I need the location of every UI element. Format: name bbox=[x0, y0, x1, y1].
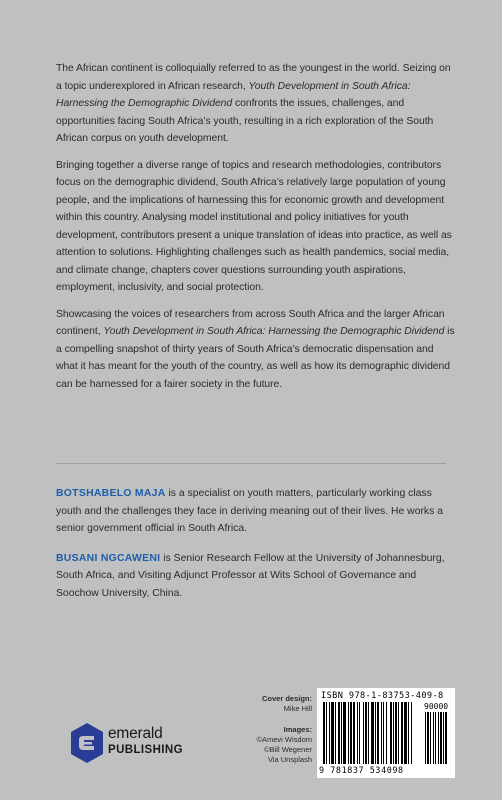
publisher-subname: PUBLISHING bbox=[108, 744, 183, 756]
image-credit-line: ©Bill Wegener bbox=[264, 745, 312, 754]
section-divider bbox=[56, 463, 446, 464]
image-credits bbox=[212, 694, 312, 765]
image-credit-line: ©Amevi Wisdom bbox=[256, 735, 312, 744]
cover-design-heading: Cover design: bbox=[261, 694, 312, 703]
price-code: 90000 bbox=[424, 702, 449, 711]
barcode bbox=[317, 688, 455, 778]
image-credit-line: Via Unsplash bbox=[267, 755, 312, 764]
author-name: BUSANI NGCAWENI bbox=[56, 552, 161, 564]
publisher-logo bbox=[70, 720, 183, 770]
blurb bbox=[56, 60, 456, 403]
cover-designer: Mike Hill bbox=[283, 704, 312, 713]
blurb-paragraph-1: The African continent is colloquially referred to as the youngest in the world. Seizing on a topic underexplored in African research, Youth Development in South Africa: Harnessing the Demographic Dividend confronts the issues, challenges, and opportunities facing South Africa’s youth, resulting in a rich exploration of the South African corpus on youth development. bbox=[56, 63, 451, 144]
author-bio: BUSANI NGCAWENI is Senior Research Fellow at the University of Johannesburg, South Africa, and Visiting Adjunct Professor at Wits School of Governance and Soochow University, China. bbox=[56, 552, 445, 599]
book-title: Youth Development in South Africa: Harnessing the Demographic Dividend bbox=[103, 326, 445, 337]
images-heading: Images: bbox=[283, 725, 312, 734]
emerald-logo-icon bbox=[70, 722, 104, 764]
barcode-number: 9 781837 534098 bbox=[319, 765, 404, 775]
blurb-paragraph-3: Showcasing the voices of researchers from across South Africa and the larger African continent, Youth Development in South Africa: Harnessing the Demographic Dividend is a compelling snapshot of thirty years of South Africa’s democratic dispensation and what it has meant for the youth of the country, as well as how its demographic dividend can be harnessed for a fairer society in the future. bbox=[56, 308, 455, 390]
author-name: BOTSHABELO MAJA bbox=[56, 488, 166, 499]
isbn-label: ISBN 978-1-83753-409-8 bbox=[321, 691, 444, 701]
blurb-paragraph-2: Bringing together a diverse range of topics and research methodologies, contributors focus on the demographic dividend, South Africa’s relatively large population of young people, and the implications of harnessing this for economic growth and development within this country. Analysing model institutional and policy initiatives for youth development, contributors present a unique translation of ideas into practice, as well as attention to solutions. Highlighting challenges such as health pandemics, social media, and climate change, chapters cover questions surrounding youth aspirations, employment, inclusivity, and social protection. bbox=[56, 159, 452, 293]
author-bios bbox=[56, 485, 456, 614]
barcode-bars bbox=[323, 702, 449, 766]
book-title: Youth Development in South Africa: Harnessing the Demographic Dividend bbox=[56, 80, 411, 109]
author-bio: BOTSHABELO MAJA is a specialist on youth matters, particularly working class youth and the challenges they face in deriving meaning out of their lives. He works a senior government official in South Africa. bbox=[56, 488, 443, 534]
publisher-name: emerald bbox=[108, 725, 163, 742]
